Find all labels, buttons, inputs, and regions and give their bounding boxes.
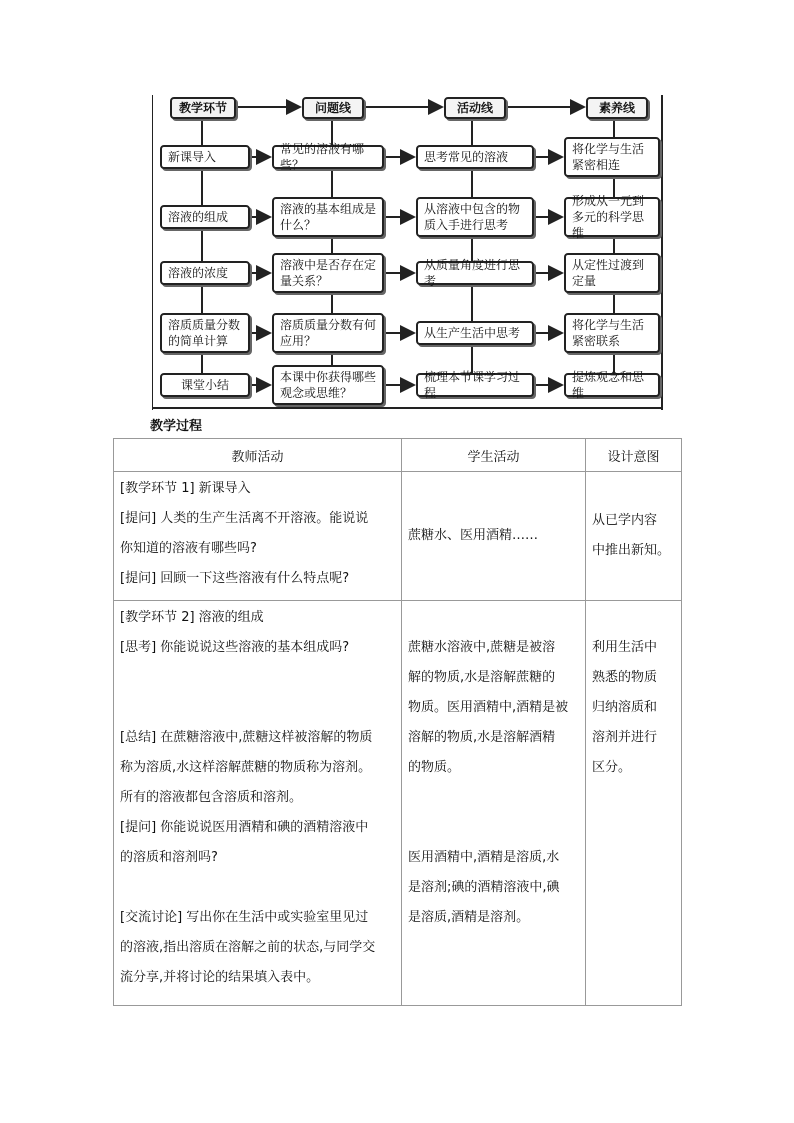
student-line: 医用酒精中,酒精是溶质,水 — [408, 850, 560, 865]
header-student-activity: 学生活动 — [402, 439, 586, 472]
student-line: 是溶剂;碘的酒精溶液中,碘 — [408, 880, 560, 895]
teacher-line: [提问] 人类的生产生活离不开溶液。能说说 — [120, 511, 369, 526]
flow-activity-5-text: 梳理本节课学习过程 — [424, 370, 521, 400]
header-design-intent: 设计意图 — [586, 439, 682, 472]
table-row — [114, 601, 682, 1006]
flow-question-3-text: 溶液中是否存在定量关系？ — [280, 258, 377, 288]
flow-activity-1-text: 思考常见的溶液 — [424, 150, 509, 164]
flow-header-stage — [170, 97, 236, 119]
teacher-line: [总结] 在蔗糖溶液中,蔗糖这样被溶解的物质 — [120, 730, 373, 745]
teacher-line: [教学环节 2] 溶液的组成 — [120, 610, 264, 625]
flow-stage-1 — [160, 145, 250, 169]
flow-header-question — [302, 97, 364, 119]
student-line: 蔗糖水溶液中,蔗糖是被溶 — [408, 640, 556, 655]
teacher-line: 所有的溶液都包含溶质和溶剂。 — [120, 790, 303, 805]
flow-literacy-4-text: 将化学与生活紧密联系 — [572, 318, 645, 348]
teaching-process-table — [113, 438, 682, 1006]
flow-question-2 — [272, 197, 384, 237]
flow-literacy-3 — [564, 253, 660, 293]
flow-activity-3-text: 从质量角度进行思考 — [424, 258, 521, 288]
teacher-line: [提问] 回顾一下这些溶液有什么特点呢? — [120, 571, 350, 586]
design-line: 中推出新知。 — [592, 543, 671, 558]
spacer — [120, 693, 395, 723]
flow-stage-4-text: 溶质质量分数的简单计算 — [168, 318, 241, 348]
table-row — [114, 472, 682, 601]
flow-activity-4 — [416, 321, 534, 345]
teacher-line: [交流讨论] 写出你在生活中或实验室里见过 — [120, 910, 369, 925]
flow-stage-4 — [160, 313, 250, 353]
teacher-line: 流分享,并将讨论的结果填入表中。 — [120, 970, 320, 985]
flow-stage-5-text: 课堂小结 — [180, 378, 229, 392]
design-intent-cell — [586, 601, 682, 1006]
flow-literacy-2-text: 形成从一元到多元的科学思维 — [572, 194, 645, 240]
student-activity-cell — [402, 601, 586, 1006]
flow-activity-5 — [416, 370, 534, 400]
teacher-line: 称为溶质,水这样溶解蔗糖的物质称为溶剂。 — [120, 760, 372, 775]
section-title: 教学过程 — [150, 419, 203, 434]
student-activity-cell — [402, 472, 586, 601]
flow-header-activity-text: 活动线 — [456, 101, 493, 115]
flow-question-5-text: 本课中你获得哪些观念或思维？ — [280, 370, 377, 400]
teacher-activity-cell — [114, 601, 402, 1006]
flow-question-1 — [272, 142, 384, 172]
teacher-line: [教学环节 1] 新课导入 — [120, 481, 251, 496]
flow-question-2-text: 溶液的基本组成是什么？ — [280, 202, 377, 232]
flow-literacy-1-text: 将化学与生活紧密相连 — [572, 142, 645, 172]
teacher-line: 你知道的溶液有哪些吗? — [120, 541, 257, 556]
flow-question-3 — [272, 253, 384, 293]
student-line: 物质。医用酒精中,酒精是被 — [408, 700, 569, 715]
student-line: 解的物质,水是溶解蔗糖的 — [408, 670, 556, 685]
flow-stage-1-text: 新课导入 — [168, 150, 217, 164]
teacher-line: 的溶质和溶剂吗? — [120, 850, 218, 865]
teaching-flowchart — [152, 95, 664, 410]
teacher-line: 的溶液,指出溶质在溶解之前的状态,与同学交 — [120, 940, 376, 955]
flow-header-literacy — [586, 97, 648, 119]
flow-stage-3 — [160, 261, 250, 285]
student-line: 是溶质,酒精是溶剂。 — [408, 910, 530, 925]
flow-stage-5 — [160, 373, 250, 397]
flow-stage-2-text: 溶液的组成 — [168, 210, 229, 224]
flow-stage-2 — [160, 205, 250, 229]
header-teacher-activity: 教师活动 — [114, 439, 402, 472]
flow-activity-1 — [416, 145, 534, 169]
flow-question-4-text: 溶质质量分数有何应用？ — [280, 318, 377, 348]
teacher-line: [思考] 你能说说这些溶液的基本组成吗? — [120, 640, 350, 655]
table-header-row — [114, 439, 682, 472]
design-line: 归纳溶质和 — [592, 700, 658, 715]
design-intent-cell — [586, 472, 682, 601]
flow-header-literacy-text: 素养线 — [598, 101, 635, 115]
student-line: 溶解的物质,水是溶解酒精 — [408, 730, 556, 745]
flow-literacy-4 — [564, 313, 660, 353]
flow-literacy-2 — [564, 194, 660, 240]
flow-header-activity — [444, 97, 506, 119]
flow-activity-4-text: 从生产生活中思考 — [424, 326, 521, 340]
flow-literacy-5 — [564, 370, 660, 400]
teacher-line: [提问] 你能说说医用酒精和碘的酒精溶液中 — [120, 820, 369, 835]
spacer — [408, 813, 579, 843]
design-line: 区分。 — [592, 760, 632, 775]
spacer — [408, 783, 579, 813]
design-line: 熟悉的物质 — [592, 670, 658, 685]
student-line: 蔗糖水、医用酒精…… — [408, 528, 539, 543]
student-line: 的物质。 — [408, 760, 461, 775]
design-line: 溶剂并进行 — [592, 730, 658, 745]
teacher-activity-cell — [114, 472, 402, 601]
flow-literacy-1 — [564, 137, 660, 177]
flow-literacy-5-text: 提炼观念和思维 — [572, 370, 645, 400]
flow-activity-3 — [416, 258, 534, 288]
spacer — [120, 873, 395, 903]
flow-literacy-3-text: 从定性过渡到定量 — [572, 258, 645, 288]
flow-header-stage-text: 教学环节 — [178, 101, 227, 115]
design-line: 从已学内容 — [592, 513, 658, 528]
flow-stage-3-text: 溶液的浓度 — [168, 266, 229, 280]
flow-header-question-text: 问题线 — [314, 101, 351, 115]
flow-question-1-text: 常见的溶液有哪些？ — [280, 142, 365, 172]
spacer — [120, 663, 395, 693]
flow-question-4 — [272, 313, 384, 353]
design-line: 利用生活中 — [592, 640, 658, 655]
flow-activity-2-text: 从溶液中包含的物质入手进行思考 — [424, 202, 521, 232]
flow-activity-2 — [416, 197, 534, 237]
flow-question-5 — [272, 365, 384, 405]
